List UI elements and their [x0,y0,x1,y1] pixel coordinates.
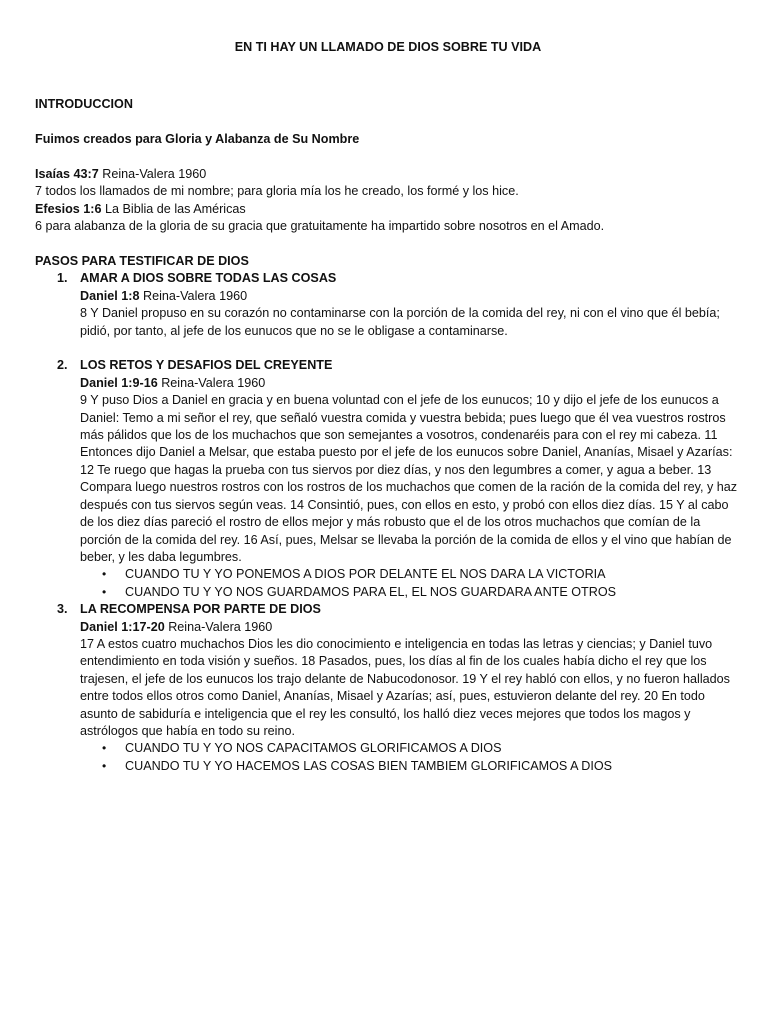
step-item [35,601,741,740]
bullet-text: CUANDO TU Y YO NOS GUARDAMOS PARA EL, EL NOS GUARDARA ANTE OTROS [125,584,617,599]
bullet-item [35,584,741,601]
bullet-text: CUANDO TU Y YO HACEMOS LAS COSAS BIEN TAMBIEM GLORIFICAMOS A DIOS [125,758,613,773]
reference-version: Reina-Valera 1960 [98,167,207,181]
step-item [35,270,741,340]
bullet-text: CUANDO TU Y YO NOS CAPACITAMOS GLORIFICAMOS A DIOS [125,741,502,756]
step-heading: AMAR A DIOS SOBRE TODAS LAS COSAS [80,271,337,286]
bullet-item [35,566,741,583]
reference-isaias [35,166,741,183]
bullet-icon: • [102,741,107,756]
step-heading: LOS RETOS Y DESAFIOS DEL CREYENTE [80,358,333,373]
reference-version: Reina-Valera 1960 [139,288,248,303]
reference-citation: Daniel 1:17-20 [80,619,165,634]
bullet-item [35,740,741,757]
intro-heading: INTRODUCCION [35,97,133,112]
reference-citation: Daniel 1:9-16 [80,375,158,390]
step-number: 2. [57,358,68,373]
bullet-list [35,566,741,601]
bullet-icon: • [102,758,107,773]
bullet-text: CUANDO TU Y YO PONEMOS A DIOS POR DELANTE EL NOS DARA LA VICTORIA [125,567,606,582]
reference-version: La Biblia de las Américas [101,201,246,216]
steps-list [35,270,741,566]
reference-citation: Daniel 1:8 [80,288,140,303]
intro-subtitle: Fuimos creados para Gloria y Alabanza de Su Nombre [35,132,360,147]
document-title: EN TI HAY UN LLAMADO DE DIOS SOBRE TU VIDA [234,40,542,54]
verse-text: 6 para alabanza de la gloria de su gracia que gratuitamente ha impartido sobre nosotros en el Amado. [35,219,605,234]
reference-version: Reina-Valera 1960 [157,375,266,390]
step-reference [80,288,741,305]
bullet-icon: • [102,567,107,582]
intro-references [35,166,741,236]
bullet-icon: • [102,584,107,599]
step-number: 1. [57,271,68,286]
step-verse-text: 17 A estos cuatro muchachos Dios les dio conocimiento e inteligencia en todas las letras y ciencias; y Daniel tuvo entendimiento en toda visión y sueños. 18 Pasados, pues, los días al fin de los cuales había dicho el rey que los trajesen, el jefe de los eunucos los trajo delante de Nabucodonosor. 19 Y el rey habló con ellos, y no fueron hallados entre todos ellos otros como Daniel, Ananías, Misael y Azarías; así, pues, estuvieron delante del rey. 20 En todo asunto de sabiduría e inteligencia que el rey les consultó, los halló diez veces mejores que todos los magos y astrólogos que había en todo su reino. [80,636,730,738]
step-reference [80,375,741,392]
reference-version: Reina-Valera 1960 [164,619,273,634]
step-number: 3. [57,602,68,617]
step-reference [80,619,741,636]
step-item [35,357,741,566]
verse-text: 7 todos los llamados de mi nombre; para gloria mía los he creado, los formé y los hice. [35,184,519,199]
reference-efesios [35,201,741,218]
document-page [35,39,741,775]
bullet-list [35,740,741,775]
step-verse-text: 8 Y Daniel propuso en su corazón no contaminarse con la porción de la comida del rey, ni con el vino que él bebía; pidió, por tanto, al jefe de los eunucos que no se le obligase a contaminarse. [80,306,720,338]
step-verse-text: 9 Y puso Dios a Daniel en gracia y en buena voluntad con el jefe de los eunucos; 10 y dijo el jefe de los eunucos a Daniel: Temo a mi señor el rey, que señaló vuestra comida y vuestra bebida; pues luego que él vea vuestros rostros más pálidos que los de los muchachos que son semejantes a vosotros, condenaréis para con el rey mi cabeza. 11 Entonces dijo Daniel a Melsar, que estaba puesto por el jefe de los eunucos sobre Daniel, Ananías, Misael y Azarías: 12 Te ruego que hagas la prueba con tus siervos por diez días, y nos den legumbres a comer, y agua a beber. 13 Compara luego nuestros rostros con los rostros de los muchachos que comen de la ración de la comida del rey, y haz después con tus siervos según veas. 14 Consintió, pues, con ellos en esto, y probó con ellos diez días. 15 Y al cabo de los diez días pareció el rostro de ellos mejor y más robusto que el de los otros muchachos que comían de la porción de la comida del rey. 16 Así, pues, Melsar se llevaba la porción de la comida de ellos y el vino que habían de beber, y les daba legumbres. [80,393,738,564]
reference-citation: Efesios 1:6 [35,201,102,216]
steps-heading: PASOS PARA TESTIFICAR DE DIOS [35,254,249,269]
steps-list [35,601,741,740]
bullet-item [35,758,741,775]
reference-citation: Isaías 43:7 [35,167,99,181]
step-heading: LA RECOMPENSA POR PARTE DE DIOS [80,602,321,617]
